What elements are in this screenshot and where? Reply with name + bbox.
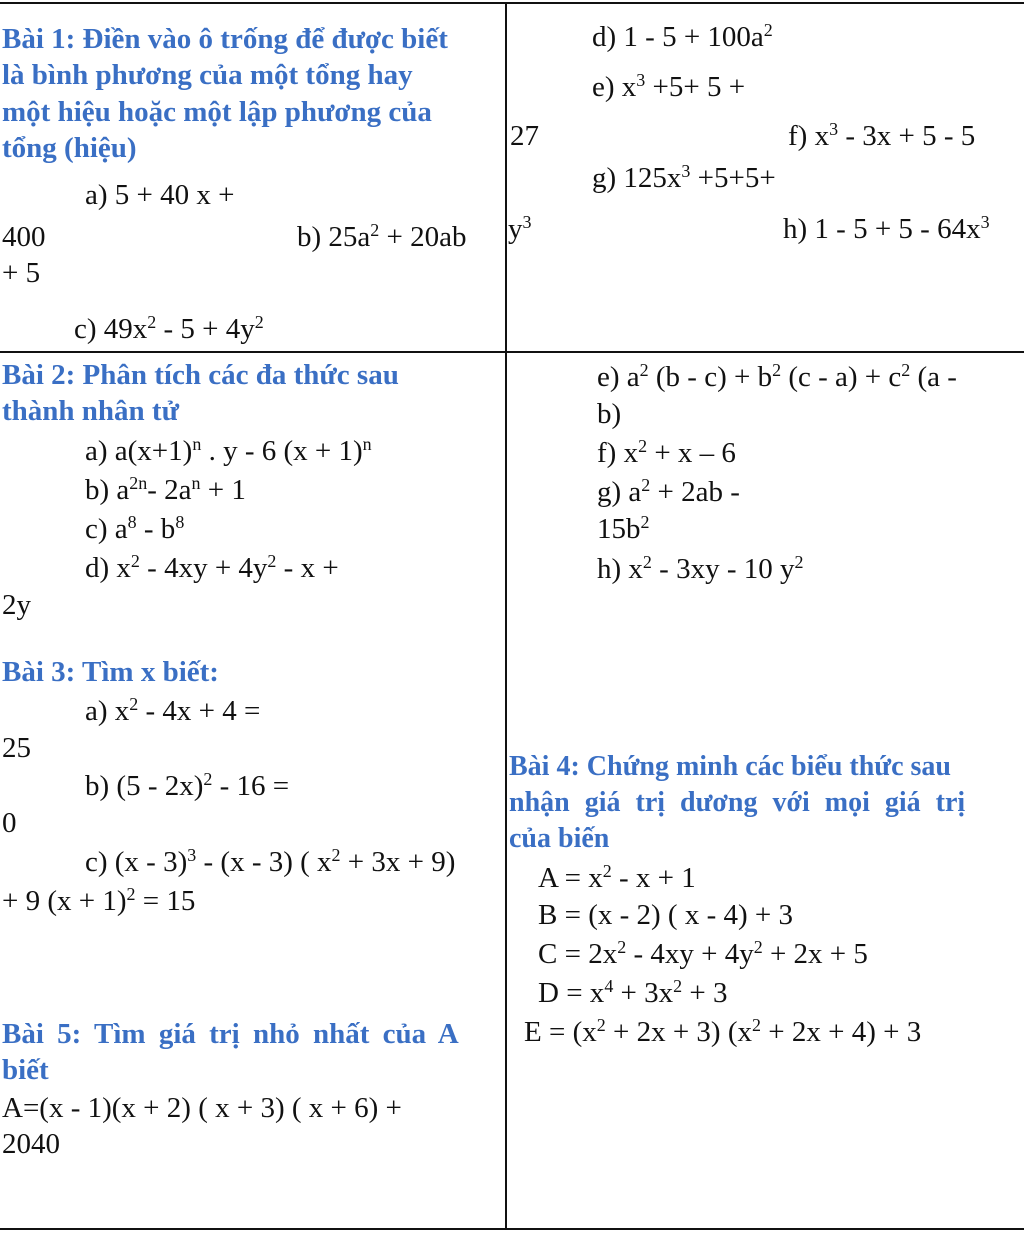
bai3-item-b-cont: 0 bbox=[2, 807, 17, 839]
bai5-title-line2: biết bbox=[2, 1054, 49, 1086]
bai4-expr-C: $C = 2x^2 - 4xy + 4y^2 + 2x + 5$ bbox=[538, 937, 868, 970]
bai3-item-c-cont: + 9 $(x + 1)^2 = 15$ bbox=[2, 884, 196, 917]
bai2-item-d-cont: 2y bbox=[2, 589, 31, 621]
bai4-title-line1: Bài 4: Chứng minh các biểu thức sau bbox=[509, 751, 951, 782]
bai2-item-d: d) $x^2 - 4xy + 4y^2 - x$ + bbox=[85, 551, 339, 584]
bai3-item-a-cont: 25 bbox=[2, 732, 31, 764]
bai1-item-e-cont: 27 bbox=[510, 120, 539, 152]
bai1-title-line4: tổng (hiệu) bbox=[2, 132, 137, 164]
bai5-expr-cont: 2040 bbox=[2, 1128, 60, 1160]
table-border-top bbox=[0, 2, 1024, 4]
bai2-item-g-cont: $15b^2$ bbox=[597, 512, 650, 545]
bai3-item-c: c) (x - 3)$^3$ - (x - 3) ( $x^2 + 3x + 9$) bbox=[85, 845, 456, 878]
bai4-expr-B: B = (x - 2) ( x - 4) + 3 bbox=[538, 899, 793, 931]
bai1-item-a: a) 5 + 40 x + bbox=[85, 179, 235, 211]
bai1-item-a-cont: 400 bbox=[2, 221, 46, 253]
bai3-item-a: a) $x^2 - 4x + 4$ = bbox=[85, 694, 261, 727]
bai1-item-e: e) $x^3 +5+ 5$ + bbox=[592, 70, 746, 103]
bai1-item-f: f) $x^3 - 3x + 5 - 5$ bbox=[788, 119, 976, 152]
bai2-item-e-cont: b) bbox=[597, 398, 622, 430]
bai1-item-d: d) $1 - 5 + 100a^2$ bbox=[592, 20, 773, 53]
bai4-expr-E: $E = (x^2 + 2x + 3) (x^2 + 2x + 4) + 3$ bbox=[524, 1015, 922, 1048]
bai2-item-f: f) $x^2 + x - 6$ bbox=[597, 436, 736, 469]
bai1-item-c: c) $49x^2 - 5 + 4y^2$ bbox=[74, 312, 264, 345]
bai5-expr: A=(x - 1)(x + 2) ( x + 3) ( x + 6) + bbox=[2, 1092, 402, 1124]
bai2-title-line1: Bài 2: Phân tích các đa thức sau bbox=[2, 359, 399, 391]
bai2-item-c: c) $a^8 - b^8$ bbox=[85, 512, 185, 545]
bai1-title-line3: một hiệu hoặc một lập phương của bbox=[2, 96, 432, 128]
table-divider-vertical bbox=[505, 2, 507, 1228]
bai5-title-line1: Bài 5: Tìm giá trị nhỏ nhất của A bbox=[2, 1018, 459, 1050]
bai4-expr-A: $A = x^2 - x + 1$ bbox=[538, 861, 696, 894]
bai1-item-a-cont2: + 5 bbox=[2, 257, 41, 289]
bai2-title-line2: thành nhân tử bbox=[2, 395, 179, 427]
bai2-item-h: h) $x^2 - 3xy - 10$ $y^2$ bbox=[597, 552, 804, 585]
table-divider-horizontal bbox=[0, 351, 1024, 353]
bai1-item-b: b) $25a^2 + 20ab$ bbox=[297, 220, 467, 253]
bai1-item-g: g) $125x^3 +5+5+$ bbox=[592, 161, 776, 194]
bai1-item-g-cont: $y^3$ bbox=[508, 212, 532, 245]
bai2-item-g: g) $a^2 + 2ab$ - bbox=[597, 475, 740, 508]
bai4-title-line2: nhận giá trị dương với mọi giá trị bbox=[509, 787, 966, 818]
bai2-item-a: a) $a(x+1)^n$ . y - 6 $(x + 1)^n$ bbox=[85, 434, 372, 467]
bai3-item-b: b) (5 - 2x)$^2$ - 16 = bbox=[85, 769, 290, 802]
bai4-title-line3: của biến bbox=[509, 823, 610, 854]
table-border-bottom bbox=[0, 1228, 1024, 1230]
bai2-item-b: b) $a^{2n}-$ $2a^n + 1$ bbox=[85, 473, 246, 506]
bai2-item-e: e) $a^2$ $(b - c) + b^2$ $(c - a) + c^2$ (a - bbox=[597, 360, 957, 393]
bai1-title-line2: là bình phương của một tổng hay bbox=[2, 59, 413, 91]
bai3-title: Bài 3: Tìm x biết: bbox=[2, 656, 219, 688]
bai1-item-h: h) $1 - 5 + 5 - 64x^3$ bbox=[783, 212, 990, 245]
bai4-expr-D: $D = x^4 + 3x^2 + 3$ bbox=[538, 976, 728, 1009]
bai1-title-line1: Bài 1: Điền vào ô trống để được biết bbox=[2, 23, 448, 55]
